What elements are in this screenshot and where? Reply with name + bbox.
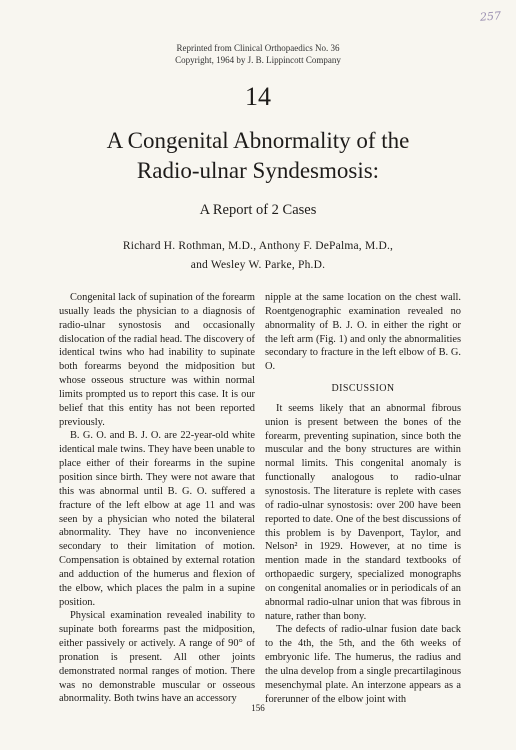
paragraph-discussion: It seems likely that an abnormal fibrous union is present between the bones of the forearm, preventing supination, since both the muscular and the bony structures are within normal limits. This congenital anomaly is functionally analogous to radio-ulnar synostosis. The literature is replete with cases of radio-ulnar synostosis: over 200 have been reported to date. One of the best discussions of this problem is by Davenport, Taylor, and Nelson² in 1929. However, at no time is mention made in the standard textbooks of orthopaedic surgery, specialized monographs on congenital anomalies or in periodicals of an abnormal radio-ulnar union that was fibrous in nature, rather than bony. — [265, 402, 461, 622]
paragraph-exam: Physical examination revealed inability to supinate both forearms past the midposition, either passively or actively. A range of 90° of pronation is present. All other joints demonstrated normal ranges of motion. There was no demonstrable muscular or osseous abnormality. Both twins have an accessory — [59, 610, 255, 705]
title-line-2: Radio-ulnar Syndesmosis: — [136, 158, 380, 183]
article-title — [20, 126, 496, 186]
paragraph-continued: nipple at the same location on the chest wall. Roentgenographic examination revealed no abnormality of B. J. O. in either the right or the left arm (Fig. 1) and only the abnormalities secondary to fracture in the left elbow of B. G. O. — [265, 292, 461, 373]
reprint-notice — [0, 42, 516, 66]
title-line-1: A Congenital Abnormality of the — [106, 128, 410, 153]
section-heading-discussion: DISCUSSION — [331, 383, 395, 395]
page-number: 156 — [251, 703, 265, 713]
handwritten-page-note: 257 — [479, 9, 502, 24]
right-column — [265, 291, 461, 706]
author-list — [20, 237, 496, 275]
article-subtitle: A Report of 2 Cases — [199, 202, 317, 218]
copyright-line: Copyright, 1964 by J. B. Lippincott Company — [175, 55, 341, 65]
reprint-line: Reprinted from Clinical Orthopaedics No. 36 — [176, 43, 340, 53]
authors-line-2: and Wesley W. Parke, Ph.D. — [190, 259, 326, 271]
paragraph-intro: Congenital lack of supination of the forearm usually leads the physician to a diagnosis of radio-ulnar synostosis and occasionally dislocation of the radial head. The discovery of identical twins who had inability to supinate both forearms beyond the midposition but whose osseous structure was within normal limits prompted us to report this case. It is our belief that this entity has not been reported previously. — [59, 292, 256, 428]
chapter-number: 14 — [245, 82, 271, 111]
paragraph-embryology: The defects of radio-ulnar fusion date back to the 4th, the 5th, and the 6th weeks of embryonic life. The humerus, the radius and the ulna develop from a single precartilaginous mesenchymal plate. An interzone appears as a forerunner of the elbow joint with — [265, 624, 461, 705]
authors-line-1: Richard H. Rothman, M.D., Anthony F. DePalma, M.D., — [122, 240, 394, 252]
left-column — [59, 291, 255, 706]
paragraph-case: B. G. O. and B. J. O. are 22-year-old white identical male twins. They have been unable to place either of their forearms in the supine position since birth. They were not aware that this was abnormal until B. G. O. suffered a fracture of the left elbow at age 11 and was seen by a physician who noted the bilateral abnormality. They have no inconvenience secondary to their limitation of motion. Compensation is obtained by external rotation and adduction of the humerus and flexion of the elbow, which places the palm in a supine position. — [59, 430, 255, 608]
